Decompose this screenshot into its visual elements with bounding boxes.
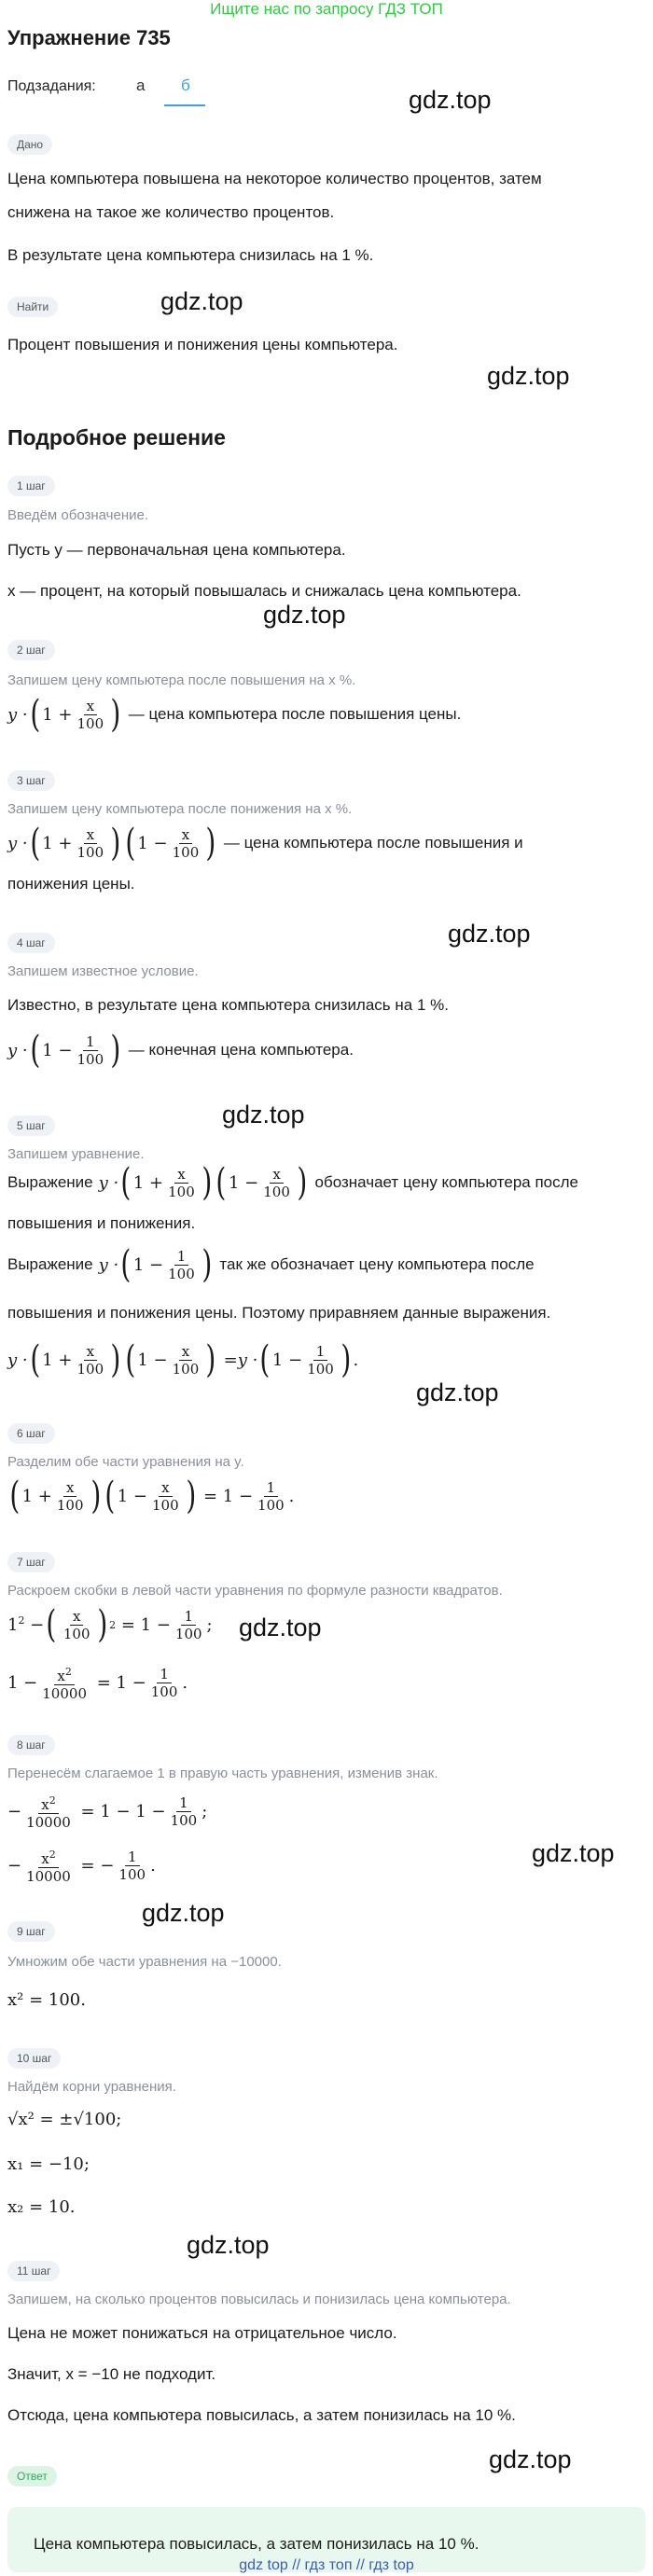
- step-11-line-2: Значит, x = −10 не подходит.: [7, 2365, 216, 2383]
- step-1-line-2: x — процент, на который повышалась и снижалась цена компьютера.: [7, 582, 521, 600]
- step-8-pill: 8 шаг: [7, 1735, 55, 1755]
- given-line-3: В результате цена компьютера снизилась на 1 %.: [7, 246, 374, 264]
- step-11-pill: 11 шаг: [7, 2261, 60, 2281]
- step-8-equation-1: − $\frac{x^2}{10000}$ = 1 − 1 − $\frac{1}{100}$ ;: [7, 1794, 208, 1831]
- step-10-equation-3: x₂ = 10.: [7, 2197, 76, 2217]
- step-10-pill: 10 шаг: [7, 2048, 61, 2069]
- step-9-pill: 9 шаг: [7, 1921, 55, 1942]
- given-line-1: Цена компьютера повышена на некоторое количество процентов, затем: [7, 170, 542, 187]
- step-3-pill: 3 шаг: [7, 770, 55, 791]
- step-5-hint: Запишем уравнение.: [7, 1146, 145, 1162]
- answer-pill: Ответ: [7, 2466, 57, 2486]
- watermark: gdz.top: [222, 1101, 305, 1129]
- step-5-line-a3: повышения и понижения.: [7, 1214, 196, 1232]
- step-6-hint: Разделим обе части уравнения на y.: [7, 1454, 244, 1470]
- watermark: gdz.top: [187, 2231, 270, 2259]
- step-5-pill: 5 шаг: [7, 1115, 55, 1136]
- subtasks-label: Подзадания:: [7, 78, 96, 94]
- step-10-equation-1: √x² = ±√100;: [7, 2110, 122, 2129]
- step-3-formula: y · ( 1 + $\frac{x}{100}$ ) ( 1 − $\frac{x}{100}$ ) — цена компьютера после повышения и: [7, 822, 523, 865]
- step-3-hint: Запишем цену компьютера после понижения на x %.: [7, 801, 353, 817]
- tab-a[interactable]: а: [136, 76, 146, 94]
- step-1-hint: Введём обозначение.: [7, 507, 149, 523]
- step-4-formula: y · ( 1 − $\frac{1}{100}$ ) — конечная цена компьютера.: [7, 1029, 354, 1072]
- step-7-pill: 7 шаг: [7, 1552, 55, 1572]
- step-7-hint: Раскроем скобки в левой части уравнения по формуле разности квадратов.: [7, 1583, 503, 1599]
- step-2-hint: Запишем цену компьютера после повышения на x %.: [7, 672, 356, 688]
- step-6-pill: 6 шаг: [7, 1423, 55, 1444]
- find-pill: Найти: [7, 297, 58, 317]
- step-10-hint: Найдём корни уравнения.: [7, 2079, 176, 2095]
- watermark: gdz.top: [489, 2445, 572, 2473]
- watermark: gdz.top: [142, 1899, 225, 1927]
- step-5-expression-a: Выражение y · ( 1 + $\frac{x}{100}$ ) ( 1 − $\frac{x}{100}$ ) обозначает цену компьютера после: [7, 1161, 578, 1204]
- step-4-pill: 4 шаг: [7, 933, 55, 953]
- tab-b[interactable]: б: [181, 76, 190, 94]
- find-text: Процент повышения и понижения цены компьютера.: [7, 336, 398, 353]
- page-title: Упражнение 735: [7, 26, 171, 49]
- step-8-equation-2: − $\frac{x^2}{10000}$ = − $\frac{1}{100}$ .: [7, 1849, 156, 1885]
- step-11-line-3: Отсюда, цена компьютера повысилась, а затем понизилась на 10 %.: [7, 2406, 516, 2424]
- step-11-line-1: Цена не может понижаться на отрицательное число.: [7, 2324, 397, 2342]
- step-7-equation-1: $1^2$ − ( $\frac{x}{100}$ ) 2 = 1 − $\frac{1}{100}$ ;: [7, 1603, 213, 1646]
- step-7-equation-2: 1 − $\frac{x^2}{10000}$ = 1 − $\frac{1}{100}$ .: [7, 1666, 188, 1702]
- watermark: gdz.top: [532, 1839, 615, 1867]
- step-2-formula: y · ( 1 + $\frac{x}{100}$ ) — цена компьютера после повышения цены.: [7, 693, 462, 736]
- step-4-hint: Запишем известное условие.: [7, 963, 199, 979]
- watermark: gdz.top: [409, 86, 492, 114]
- search-banner[interactable]: Ищите нас по запросу ГДЗ ТОП: [210, 0, 443, 18]
- watermark: gdz.top: [487, 362, 570, 390]
- step-11-hint: Запишем, на сколько процентов повысилась и понизилась цена компьютера.: [7, 2292, 511, 2307]
- step-8-hint: Перенесём слагаемое 1 в правую часть уравнения, изменив знак.: [7, 1766, 438, 1781]
- given-line-2: снижена на такое же количество процентов.: [7, 203, 335, 221]
- step-5-equation: y · ( 1 + $\frac{x}{100}$ ) ( 1 − $\frac{x}{100}$ ) = y · ( 1 − $\frac{1}{100}$ ) .: [7, 1338, 359, 1381]
- watermark: gdz.top: [416, 1378, 499, 1406]
- watermark: gdz.top: [448, 920, 531, 948]
- answer-text: Цена компьютера повысилась, а затем понизилась на 10 %.: [34, 2535, 479, 2553]
- step-9-equation: x² = 100.: [7, 1990, 86, 2010]
- step-3-tail-2: понижения цены.: [7, 875, 135, 893]
- step-1-line-1: Пусть y — первоначальная цена компьютера.: [7, 541, 346, 559]
- given-pill: Дано: [7, 134, 52, 155]
- step-9-hint: Умножим обе части уравнения на −10000.: [7, 1954, 282, 1970]
- watermark: gdz.top: [239, 1613, 322, 1641]
- step-1-pill: 1 шаг: [7, 476, 55, 496]
- step-4-line-1: Известно, в результате цена компьютера снизилась на 1 %.: [7, 996, 449, 1014]
- step-6-equation: ( 1 + $\frac{x}{100}$ ) ( 1 − $\frac{x}{100}$ ) = 1 − $\frac{1}{100}$ .: [9, 1475, 295, 1517]
- watermark: gdz.top: [263, 601, 346, 629]
- solution-title: Подробное решение: [7, 425, 226, 450]
- watermark: gdz.top: [160, 287, 243, 315]
- step-2-pill: 2 шаг: [7, 640, 55, 660]
- footer-links[interactable]: gdz top // гдз топ // гдз top: [239, 2557, 414, 2573]
- step-5-line-b3: повышения и понижения цены. Поэтому приравняем данные выражения.: [7, 1304, 551, 1322]
- step-10-equation-2: x₁ = −10;: [7, 2154, 90, 2174]
- active-tab-indicator: [164, 104, 205, 106]
- step-5-expression-b: Выражение y · ( 1 − $\frac{1}{100}$ ) так же обозначает цену компьютера после: [7, 1243, 535, 1286]
